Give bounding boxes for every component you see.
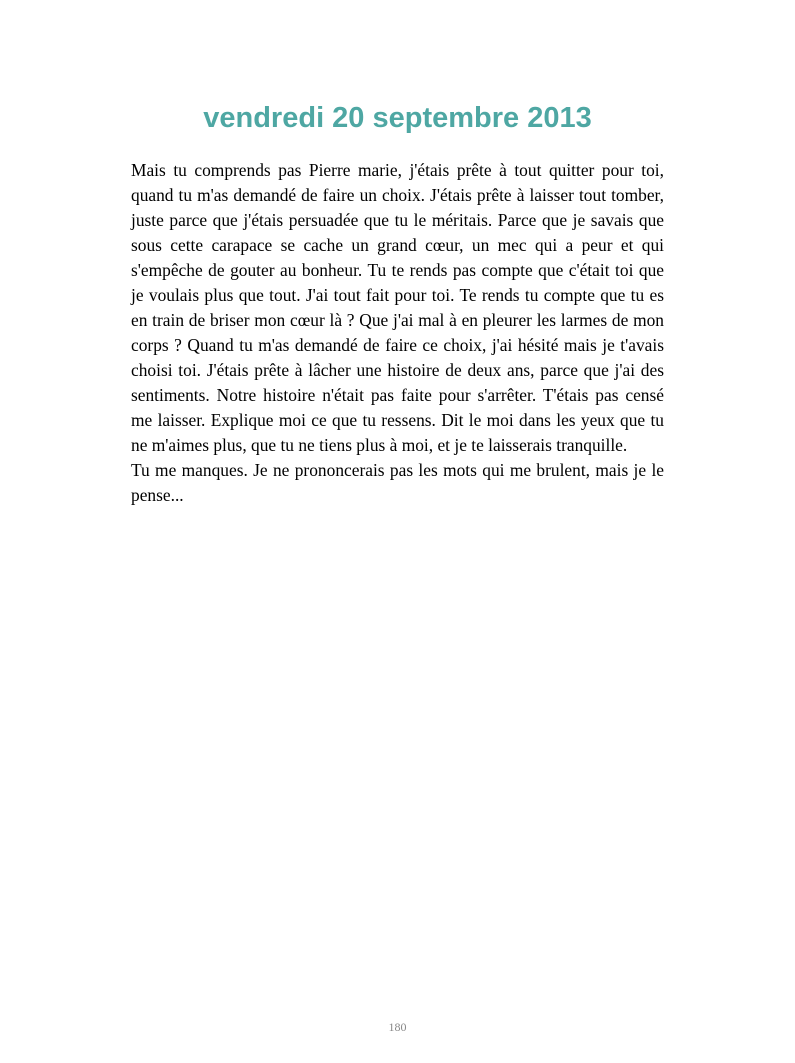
post-body: [131, 158, 664, 508]
post-paragraph-2: Tu me manques. Je ne prononcerais pas les mots qui me brulent, mais je le pense...: [131, 460, 664, 505]
page-number: 180: [388, 1020, 407, 1034]
post-date-title: vendredi 20 septembre 2013: [203, 102, 592, 134]
post-paragraph-1: Mais tu comprends pas Pierre marie, j'étais prête à tout quitter pour toi, quand tu m'as demandé de faire un choix. J'étais prête à laisser tout tomber, juste parce que j'étais persuadée que tu le méritais. Parce que je savais que sous cette carapace se cache un grand cœur, un mec qui a peur et qui s'empêche de gouter au bonheur. Tu te rends pas compte que c'était toi que je voulais plus que tout. J'ai tout fait pour toi. Te rends tu compte que tu es en train de briser mon cœur là ? Que j'ai mal à en pleurer les larmes de mon corps ? Quand tu m'as demandé de faire ce choix, j'ai hésité mais je t'avais choisi toi. J'étais prête à lâcher une histoire de deux ans, parce que j'ai des sentiments. Notre histoire n'était pas faite pour s'arrêter. T'étais pas censé me laisser. Explique moi ce que tu ressens. Dit le moi dans les yeux que tu ne m'aimes plus, que tu ne tiens plus à moi, et je te laisserais tranquille.: [131, 160, 664, 455]
